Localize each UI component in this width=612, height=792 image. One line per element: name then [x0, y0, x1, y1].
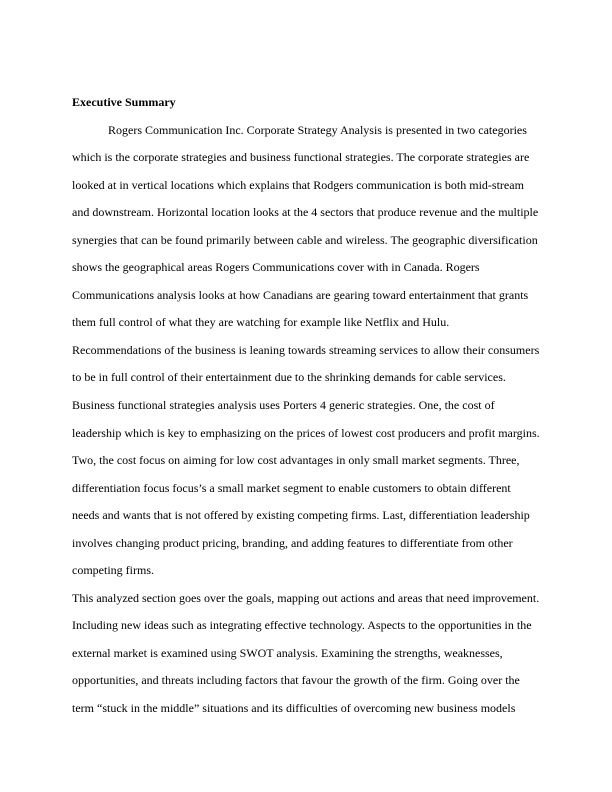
text-line: differentiation focus focus’s a small market segment to enable customers to obtain different	[72, 480, 511, 495]
text-line: opportunities, and threats including factors that favour the growth of the firm. Going over the	[72, 673, 520, 688]
text-line: looked at in vertical locations which explains that Rodgers communication is both mid-stream	[72, 177, 524, 192]
text-line: Communications analysis looks at how Canadians are gearing toward entertainment that grants	[72, 287, 529, 302]
text-line: leadership which is key to emphasizing on the prices of lowest cost producers and profit margins.	[72, 425, 540, 440]
text-line: Business functional strategies analysis uses Porters 4 generic strategies. One, the cost of	[72, 398, 495, 413]
text-line: which is the corporate strategies and business functional strategies. The corporate strategies are	[72, 150, 530, 165]
text-line: Rogers Communication Inc. Corporate Strategy Analysis is presented in two categories	[108, 122, 527, 137]
paragraph-2	[72, 585, 552, 723]
text-line: shows the geographical areas Rogers Communications cover with in Canada. Rogers	[72, 260, 480, 275]
text-line: needs and wants that is not offered by existing competing firms. Last, differentiation leadership	[72, 508, 530, 523]
text-line: competing firms.	[72, 563, 154, 578]
text-line: Including new ideas such as integrating effective technology. Aspects to the opportunities in the	[72, 618, 532, 633]
text-line: term “stuck in the middle” situations and its difficulties of overcoming new business models	[72, 701, 516, 716]
document-page	[72, 89, 552, 723]
text-line: involves changing product pricing, branding, and adding features to differentiate from other	[72, 535, 513, 550]
text-line: and downstream. Horizontal location looks at the 4 sectors that produce revenue and the multiple	[72, 205, 539, 220]
text-line: them full control of what they are watching for example like Netflix and Hulu.	[72, 315, 450, 330]
text-line: synergies that can be found primarily between cable and wireless. The geographic diversification	[72, 232, 538, 247]
paragraph-1	[72, 117, 552, 585]
text-line: This analyzed section goes over the goals, mapping out actions and areas that need improvement.	[72, 590, 540, 605]
text-line: to be in full control of their entertainment due to the shrinking demands for cable services.	[72, 370, 506, 385]
text-line: Two, the cost focus on aiming for low cost advantages in only small market segments. Three,	[72, 453, 520, 468]
section-heading: Executive Summary	[72, 95, 176, 109]
text-line: Recommendations of the business is leaning towards streaming services to allow their consumers	[72, 342, 540, 357]
text-line: external market is examined using SWOT analysis. Examining the strengths, weaknesses,	[72, 645, 503, 660]
